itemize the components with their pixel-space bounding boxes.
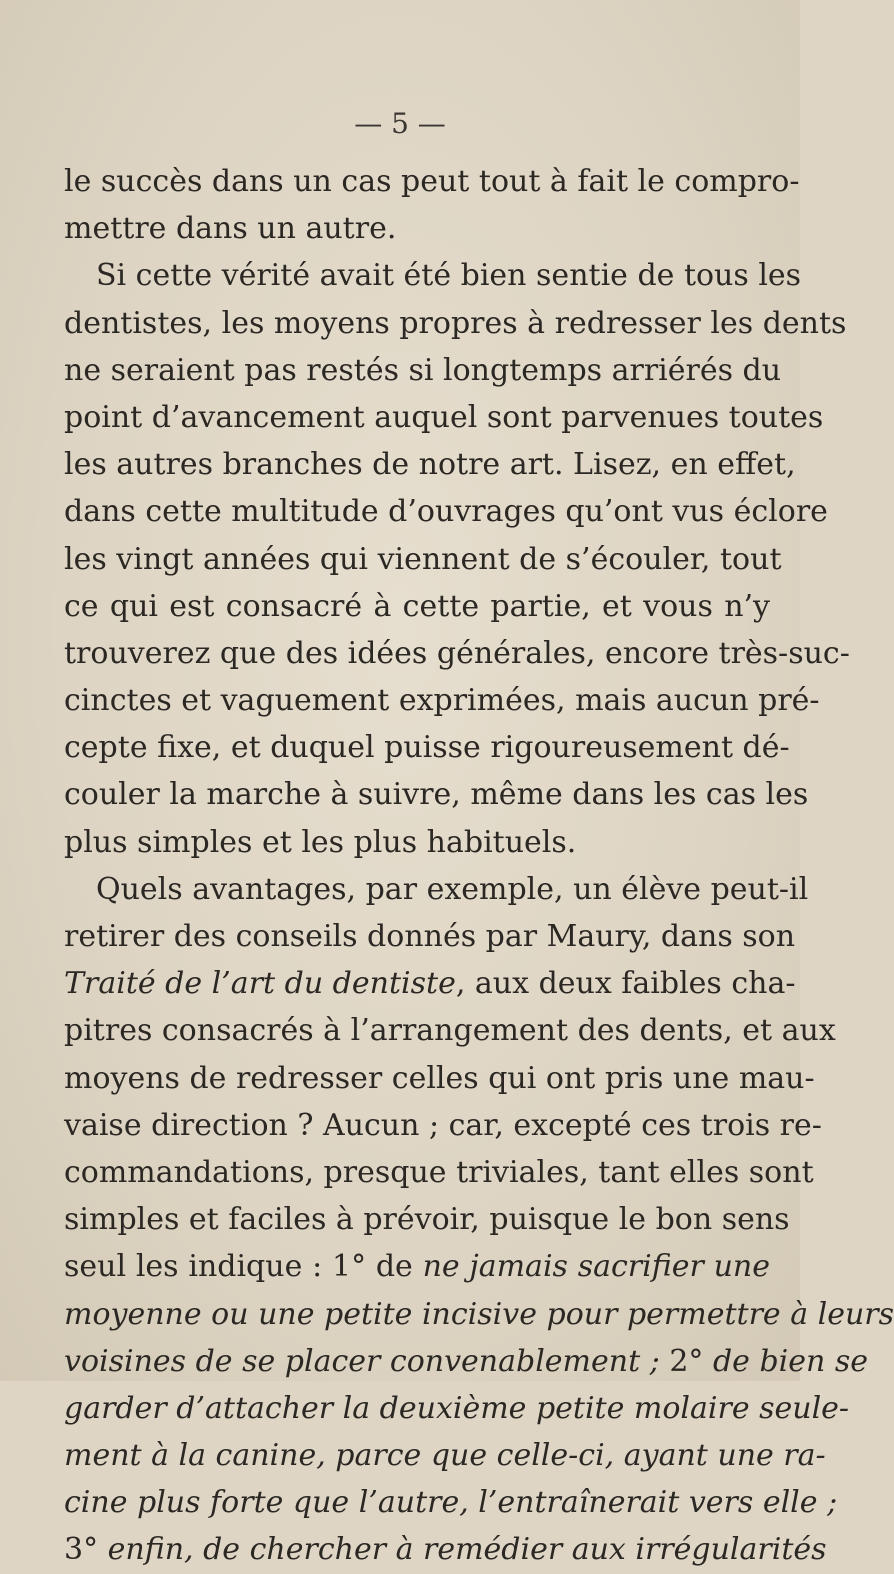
italic-text-segment: enfin, de chercher à remédier aux irrégularités: [107, 1532, 827, 1568]
text-line: [64, 583, 770, 630]
text-segment: pitres consacrés à l’arrangement des dents, et aux: [64, 1013, 836, 1049]
text-line: [64, 1338, 869, 1385]
text-segment: dans cette multitude d’ouvrages qu’ont vus éclore: [64, 494, 828, 530]
italic-text-segment: ment à la canine, parce que celle-ci, ayant une ra-: [64, 1438, 826, 1474]
text-line: [64, 1102, 822, 1149]
body-text: [64, 158, 894, 1574]
text-line: [64, 158, 800, 205]
text-line: [64, 1291, 894, 1338]
text-line: [64, 1432, 826, 1479]
text-line: [64, 724, 790, 771]
text-segment: simples et faciles à prévoir, puisque le bon sens: [64, 1202, 790, 1238]
text-line: [64, 630, 850, 677]
text-line: [64, 771, 809, 818]
text-line: [64, 488, 828, 535]
italic-text-segment: garder d’attacher la deuxième petite molaire seule-: [64, 1390, 850, 1426]
page-number: — 5 —: [354, 107, 446, 140]
text-line: [64, 677, 820, 724]
italic-text-segment: cine plus forte que l’autre, l’entraînerait vers elle ;: [64, 1485, 838, 1521]
text-segment: cepte fixe, et duquel puisse rigoureusement dé-: [64, 730, 790, 766]
text-line: [64, 536, 782, 583]
text-line: [64, 866, 809, 913]
text-segment: 2°: [659, 1343, 713, 1379]
text-line: [64, 1479, 838, 1526]
italic-text-segment: voisines de se placer convenablement ;: [64, 1343, 660, 1379]
text-segment: Si cette vérité avait été bien sentie de tous les: [96, 258, 802, 294]
text-line: [64, 300, 847, 347]
text-line: [64, 1526, 827, 1573]
text-segment: mettre dans un autre.: [64, 211, 397, 247]
text-line: [64, 347, 782, 394]
text-segment: 3°: [64, 1532, 108, 1568]
text-segment: , aux deux faibles cha-: [455, 966, 796, 1002]
text-line: [64, 1007, 836, 1054]
text-segment: plus simples et les plus habituels.: [64, 824, 577, 860]
text-segment: commandations, presque triviales, tant elles sont: [64, 1154, 814, 1190]
text-segment: dentistes, les moyens propres à redresser les dents: [64, 305, 847, 341]
text-segment: le succès dans un cas peut tout à fait le compro-: [64, 164, 800, 199]
italic-text-segment: de bien se: [712, 1343, 869, 1379]
italic-text-segment: moyenne ou une petite incisive pour permettre à leurs: [64, 1296, 894, 1332]
text-segment: vaise direction ? Aucun ; car, excepté ces trois re-: [64, 1107, 822, 1143]
text-line: [64, 819, 770, 866]
text-segment: seul les indique : 1° de: [64, 1249, 423, 1285]
text-line: [64, 1385, 850, 1432]
italic-text-segment: ne jamais sacrifier une: [422, 1249, 770, 1285]
text-line: [64, 960, 796, 1007]
text-segment: Quels avantages, par exemple, un élève peut-il: [96, 871, 809, 907]
text-segment: moyens de redresser celles qui ont pris une mau-: [64, 1060, 815, 1096]
text-segment: les autres branches de notre art. Lisez, en effet,: [64, 447, 796, 483]
text-line: [64, 205, 770, 252]
italic-text-segment: Traité de l’art du dentiste: [64, 966, 456, 1002]
text-line: [64, 1243, 770, 1290]
text-segment: trouverez que des idées générales, encore très-suc-: [64, 635, 850, 671]
text-line: [64, 913, 796, 960]
text-segment: point d’avancement auquel sont parvenues toutes: [64, 399, 824, 435]
text-segment: retirer des conseils donnés par Maury, dans son: [64, 919, 796, 954]
text-line: [64, 1149, 814, 1196]
text-line: [64, 1196, 790, 1243]
text-line: [64, 252, 802, 299]
text-segment: cinctes et vaguement exprimées, mais aucun pré-: [64, 683, 820, 719]
text-line: [64, 441, 796, 488]
text-segment: couler la marche à suivre, même dans les cas les: [64, 777, 809, 813]
text-segment: ce qui est consacré à cette partie, et vous n’y: [64, 588, 770, 624]
text-segment: ne seraient pas restés si longtemps arriérés du: [64, 352, 782, 388]
text-line: [64, 1055, 815, 1102]
text-line: [64, 394, 824, 441]
text-segment: les vingt années qui viennent de s’écouler, tout: [64, 541, 782, 577]
